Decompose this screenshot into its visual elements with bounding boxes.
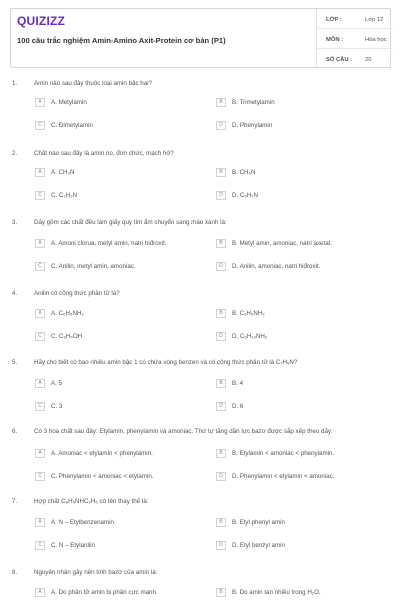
option-text: C. N – Etylanilin bbox=[51, 542, 96, 549]
option-letter-box: D bbox=[216, 191, 226, 200]
option-letter-box: A bbox=[35, 449, 45, 458]
option-letter-box: A bbox=[35, 518, 45, 527]
option-text: C. Anilin, metyl amin, amoniac. bbox=[51, 263, 136, 270]
option-text: C. C₆H₅OH bbox=[51, 333, 83, 340]
option-letter-box: C bbox=[35, 262, 45, 271]
question-number: 3. bbox=[12, 219, 18, 226]
option-text: A. Amoni clorua, metyl amin, natri hiđroxit. bbox=[51, 240, 167, 247]
question-number: 8. bbox=[12, 569, 18, 576]
question-number: 6. bbox=[12, 428, 18, 435]
meta-value: Lớp 12 bbox=[365, 17, 384, 23]
option-text: C. C₂H₂N bbox=[51, 192, 78, 199]
option-letter-box: B bbox=[216, 98, 226, 107]
option-letter-box: B bbox=[216, 309, 226, 318]
option-text: A. Amoniac < etylamin < phenylamin. bbox=[51, 450, 153, 457]
option-text: B. Etylamin < amoniac < phenylamin. bbox=[232, 450, 335, 457]
option-text: B. Metyl amin, amoniac, natri axetat. bbox=[232, 240, 333, 247]
option-letter-box: C bbox=[35, 472, 45, 481]
option-text: B. CH₅N bbox=[232, 169, 256, 176]
question-number: 2. bbox=[12, 150, 18, 157]
option-text: A. Metylamin bbox=[51, 99, 87, 106]
question-number: 4. bbox=[12, 290, 18, 297]
option-text: A. Do phân tử amin bị phân cực mạnh. bbox=[51, 589, 158, 596]
option-letter-box: C bbox=[35, 402, 45, 411]
option-letter-box: D bbox=[216, 262, 226, 271]
option-text: C. Phenylamin < amoniac < etylamin. bbox=[51, 473, 154, 480]
option-text: D. Phenylamin < etylamin < amoniac. bbox=[232, 473, 335, 480]
meta-value: Hóa học bbox=[365, 37, 387, 43]
option-letter-box: B bbox=[216, 379, 226, 388]
question-text: Chất nào sau đây là amin no, đơn chức, mạch hở? bbox=[34, 150, 174, 157]
option-text: A. C₆H₅NH₂ bbox=[51, 310, 84, 317]
option-letter-box: A bbox=[35, 168, 45, 177]
option-letter-box: B bbox=[216, 518, 226, 527]
question-number: 7. bbox=[12, 498, 18, 505]
option-text: D. C₆H₁₃NH₂ bbox=[232, 333, 268, 340]
question-text: Hợp chất C₆H₅NHC₂H₅ có tên thay thế là: bbox=[34, 498, 149, 505]
option-letter-box: C bbox=[35, 191, 45, 200]
option-text: A. 5 bbox=[51, 380, 63, 387]
question-number: 1. bbox=[12, 80, 18, 87]
option-text: B. 4 bbox=[232, 380, 244, 387]
option-text: D. 6 bbox=[232, 403, 244, 410]
question-number: 5. bbox=[12, 359, 18, 366]
meta-label: SỐ CÂU : bbox=[326, 57, 353, 63]
option-letter-box: C bbox=[35, 121, 45, 130]
option-text: D. C₆H₇N bbox=[232, 192, 258, 199]
option-text: B. C₂H₅NH₂ bbox=[232, 310, 265, 317]
option-letter-box: D bbox=[216, 121, 226, 130]
option-letter-box: A bbox=[35, 588, 45, 597]
option-letter-box: D bbox=[216, 402, 226, 411]
quizizz-logo: QUIZIZZ bbox=[17, 14, 66, 28]
option-text: B. Do amin tan nhiều trong H₂O. bbox=[232, 589, 321, 596]
option-text: A. CH₃N bbox=[51, 169, 75, 176]
option-text: D. Phenylamin bbox=[232, 122, 273, 129]
option-letter-box: D bbox=[216, 472, 226, 481]
meta-label: LỚP : bbox=[326, 17, 342, 23]
option-letter-box: A bbox=[35, 309, 45, 318]
option-text: D. Anilin, amoniac, natri hiđroxit. bbox=[232, 263, 321, 270]
question-text: Dãy gồm các chất đều làm giấy quỳ tím ẩm chuyển sang màu xanh là: bbox=[34, 219, 227, 226]
question-text: Anilin có công thức phân tử là? bbox=[34, 290, 120, 297]
option-letter-box: D bbox=[216, 541, 226, 550]
question-text: Nguyên nhân gây nên tính bazơ của amin là: bbox=[34, 569, 158, 576]
option-text: C. Đimetylamin bbox=[51, 122, 93, 129]
option-letter-box: A bbox=[35, 239, 45, 248]
question-text: Hãy cho biết có bao nhiêu amin bậc 1 có chứa vòng benzen và có công thức phân tử là C₇H₉N? bbox=[34, 359, 298, 366]
option-letter-box: C bbox=[35, 332, 45, 341]
option-text: D. Etyl benzyl amin bbox=[232, 542, 285, 549]
option-text: C. 3 bbox=[51, 403, 63, 410]
question-text: Có 3 hóa chất sau đây: Etylamin, phenylamin và amoniac. Thứ tự tăng dần lực bazơ được sắp xếp theo dãy: bbox=[34, 428, 333, 435]
meta-value: 20 bbox=[365, 57, 372, 63]
option-letter-box: A bbox=[35, 98, 45, 107]
option-letter-box: C bbox=[35, 541, 45, 550]
document-title: 100 câu trắc nghiệm Amin-Amino Axit-Protein cơ bản (P1) bbox=[17, 36, 226, 45]
option-text: B. Etyl phenyl amin bbox=[232, 519, 285, 526]
option-text: B. Trimetylamin bbox=[232, 99, 275, 106]
option-letter-box: B bbox=[216, 168, 226, 177]
option-letter-box: D bbox=[216, 332, 226, 341]
option-letter-box: B bbox=[216, 588, 226, 597]
option-letter-box: B bbox=[216, 239, 226, 248]
question-text: Amin nào sau đây thuộc loại amin bậc hai? bbox=[34, 80, 152, 87]
meta-label: MÔN : bbox=[326, 37, 344, 43]
option-letter-box: B bbox=[216, 449, 226, 458]
option-letter-box: A bbox=[35, 379, 45, 388]
option-text: A. N – Etylbenzenamin bbox=[51, 519, 114, 526]
